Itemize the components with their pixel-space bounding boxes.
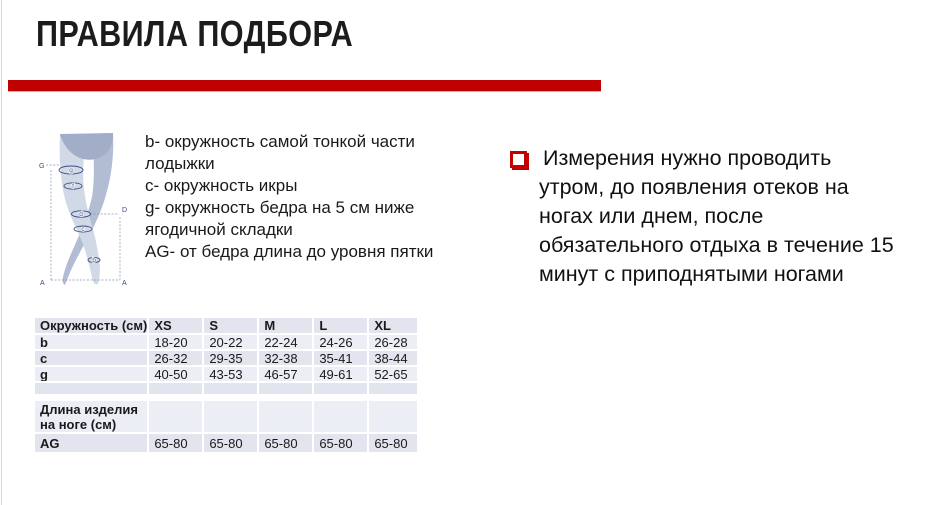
table-cell: 18-20 [149,335,202,349]
table-cell: 26-28 [369,335,417,349]
band-label-c: c [81,226,85,233]
table-cell [149,401,202,432]
table-cell [149,383,202,394]
legs-measurement-diagram [38,127,143,292]
note-line: обязательного отдыха в течение 15 [539,233,894,257]
size-table [33,316,419,454]
table-cell: 65-80 [204,434,257,452]
table-cell [369,401,417,432]
table-row-b [35,335,417,349]
table-cell: 65-80 [259,434,312,452]
table-cell: 24-26 [314,335,367,349]
table-cell: 20-22 [204,335,257,349]
band-label-d: d [79,211,83,218]
point-label-A-left: A [40,280,45,287]
band-label-g: g [69,167,73,174]
title-underline-bar [8,80,601,92]
band-label-b: b [92,257,96,264]
table-row-g [35,367,417,381]
measurement-note [510,144,900,289]
row-label: AG [35,434,147,452]
table-cell: 43-53 [204,367,257,381]
table-row-length-header [35,401,417,432]
note-line: утром, до появления отеков на [539,175,849,199]
table-cell [369,383,417,394]
legend-line: ягодичной складки [145,220,293,239]
note-text [539,144,894,289]
legend-line: лодыжки [145,154,215,173]
header-cell: L [314,318,367,333]
header-cell: M [259,318,312,333]
table-cell: 49-61 [314,367,367,381]
table-cell: 22-24 [259,335,312,349]
table-cell [204,401,257,432]
table-cell: 46-57 [259,367,312,381]
table-header-row [35,318,417,333]
table-spacer-row [35,396,417,399]
row-label: c [35,351,147,365]
table-cell [259,401,312,432]
table-cell: 29-35 [204,351,257,365]
note-line: ногах или днем, после [539,204,764,228]
legend-line: g- окружность бедра на 5 см ниже [145,198,415,217]
row-label: b [35,335,147,349]
table-cell: 65-80 [314,434,367,452]
table-cell: 26-32 [149,351,202,365]
header-cell: XL [369,318,417,333]
table-cell [204,383,257,394]
header-cell: S [204,318,257,333]
legend-line: b- окружность самой тонкой части [145,132,415,151]
row-label: Длина изделия на ноге (см) [35,401,147,432]
band-label-f: f [72,183,74,190]
point-label-D: D [122,207,128,214]
table-row-c [35,351,417,365]
page-title: ПРАВИЛА ПОДБОРА [36,13,354,54]
table-cell: 32-38 [259,351,312,365]
measurement-legend [145,131,450,263]
point-label-G: G [39,163,45,170]
table-cell: 65-80 [149,434,202,452]
slide-left-edge-line [1,0,2,505]
checkbox-bullet-icon [510,151,527,168]
header-cell: Окружность (см) [35,318,147,333]
table-cell: 35-41 [314,351,367,365]
row-label: g [35,367,147,381]
table-cell: 52-65 [369,367,417,381]
table-row-ag [35,434,417,452]
note-line: минут с приподнятыми ногами [539,262,844,286]
table-cell [35,383,147,394]
table-cell [314,401,367,432]
table-cell [314,383,367,394]
note-line: Измерения нужно проводить [543,146,832,170]
legend-line: c- окружность икры [145,176,298,195]
header-cell: XS [149,318,202,333]
table-cell: 40-50 [149,367,202,381]
table-row-empty [35,383,417,394]
table-cell: 65-80 [369,434,417,452]
legend-line: AG- от бедра длина до уровня пятки [145,242,434,261]
table-cell: 38-44 [369,351,417,365]
table-cell [259,383,312,394]
point-label-A-right: A [122,280,127,287]
